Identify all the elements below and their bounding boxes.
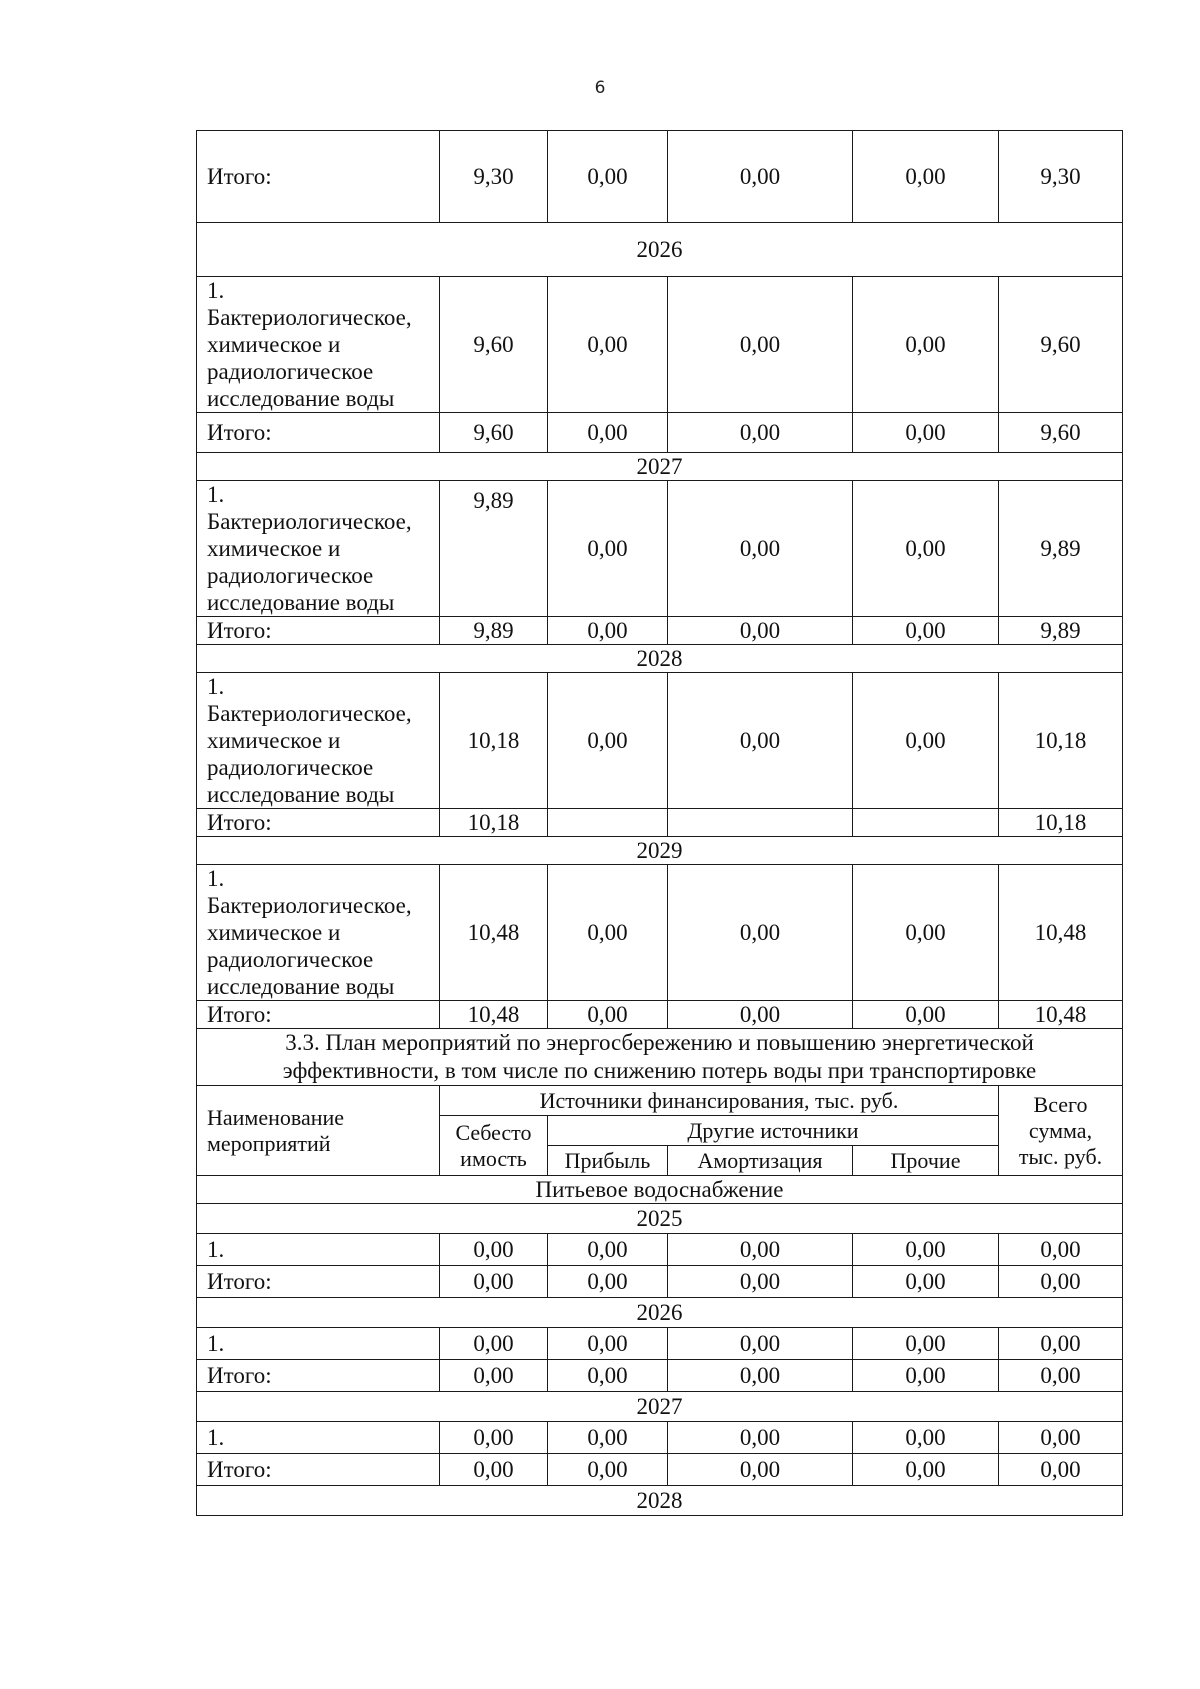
- header-name: [197, 1086, 440, 1176]
- value-cell: 0,00: [440, 1422, 548, 1454]
- item-row: [197, 481, 1123, 617]
- value-cell: 0,00: [440, 1360, 548, 1392]
- item-name-line: исследование воды: [207, 590, 395, 615]
- item-name-line: исследование воды: [207, 782, 395, 807]
- total-label: Итого:: [197, 809, 440, 837]
- value-cell: [853, 809, 999, 837]
- financing-table: [196, 130, 1123, 1516]
- value-cell: 0,00: [548, 131, 668, 223]
- value-cell: 0,00: [548, 865, 668, 1001]
- year-label: 2027: [197, 1392, 1123, 1422]
- header-depreciation: Амортизация: [668, 1146, 853, 1176]
- year-label: 2026: [197, 223, 1123, 277]
- value-cell: 0,00: [668, 865, 853, 1001]
- item-row: [197, 277, 1123, 413]
- year-row: [197, 223, 1123, 277]
- header-name-line: Наименование: [207, 1104, 345, 1130]
- item-name: [197, 481, 440, 617]
- value-cell: 0,00: [548, 1422, 668, 1454]
- section-title-row: [197, 1029, 1123, 1086]
- item-row: [197, 1328, 1123, 1360]
- value-cell: 0,00: [853, 865, 999, 1001]
- year-label: 2028: [197, 645, 1123, 673]
- year-row: [197, 1392, 1123, 1422]
- value-cell: 9,30: [440, 131, 548, 223]
- value-cell: 0,00: [548, 481, 668, 617]
- value-cell: 10,18: [999, 673, 1123, 809]
- item-row: [197, 1422, 1123, 1454]
- header-name-line: мероприятий: [207, 1130, 331, 1156]
- value-cell: 0,00: [668, 277, 853, 413]
- total-label: Итого:: [197, 1266, 440, 1298]
- value-cell: 0,00: [999, 1234, 1123, 1266]
- value-cell: 0,00: [999, 1422, 1123, 1454]
- value-cell: 9,60: [440, 413, 548, 453]
- year-label: 2026: [197, 1298, 1123, 1328]
- value-cell: 10,18: [440, 809, 548, 837]
- value-cell: 0,00: [548, 1360, 668, 1392]
- total-row: [197, 617, 1123, 645]
- item-label: 1.: [197, 1328, 440, 1360]
- value-cell: 0,00: [853, 1360, 999, 1392]
- value-cell: 9,89: [999, 481, 1123, 617]
- total-label: Итого:: [197, 617, 440, 645]
- header-total: [999, 1086, 1123, 1176]
- item-row: [197, 1234, 1123, 1266]
- item-name-line: 1.: [207, 482, 225, 507]
- value-cell: 0,00: [548, 617, 668, 645]
- item-name-line: 1.: [207, 674, 225, 699]
- total-row: [197, 1001, 1123, 1029]
- total-row: [197, 131, 1123, 223]
- item-label: 1.: [197, 1422, 440, 1454]
- item-name-line: Бактериологическое,: [207, 305, 412, 330]
- subsection-label: Питьевое водоснабжение: [197, 1176, 1123, 1204]
- item-name: [197, 673, 440, 809]
- value-cell: 0,00: [440, 1454, 548, 1486]
- value-cell: 0,00: [853, 1234, 999, 1266]
- item-name-line: 1.: [207, 866, 225, 891]
- header-row: [197, 1086, 1123, 1116]
- section-title-line: эффективности, в том числе по снижению потерь воды при транспортировке: [282, 1058, 1037, 1083]
- item-name-line: Бактериологическое,: [207, 509, 412, 534]
- value-cell: 0,00: [668, 1328, 853, 1360]
- item-label: 1.: [197, 1234, 440, 1266]
- item-row: [197, 865, 1123, 1001]
- item-name-line: радиологическое: [207, 563, 374, 588]
- year-label: 2029: [197, 837, 1123, 865]
- value-cell: 9,60: [999, 277, 1123, 413]
- value-cell: 0,00: [999, 1360, 1123, 1392]
- value-cell: 0,00: [548, 277, 668, 413]
- header-total-line: сумма,: [1028, 1117, 1093, 1143]
- total-row: [197, 413, 1123, 453]
- total-row: [197, 809, 1123, 837]
- value-cell: 9,30: [999, 131, 1123, 223]
- total-label: Итого:: [197, 413, 440, 453]
- value-cell: 0,00: [853, 1422, 999, 1454]
- value-cell: 0,00: [668, 1360, 853, 1392]
- value-cell: 0,00: [853, 617, 999, 645]
- value-cell: 0,00: [548, 1001, 668, 1029]
- value-cell: 0,00: [668, 673, 853, 809]
- item-name: [197, 277, 440, 413]
- value-cell: 0,00: [440, 1234, 548, 1266]
- value-cell: 10,48: [440, 865, 548, 1001]
- item-row: [197, 673, 1123, 809]
- value-cell: 0,00: [853, 277, 999, 413]
- section-title-line: 3.3. План мероприятий по энергосбережению и повышению энергетической: [285, 1030, 1034, 1055]
- header-profit: Прибыль: [548, 1146, 668, 1176]
- value-cell: 0,00: [668, 1454, 853, 1486]
- value-cell: 0,00: [999, 1328, 1123, 1360]
- year-label: 2027: [197, 453, 1123, 481]
- value-cell: 10,48: [440, 1001, 548, 1029]
- value-cell: 0,00: [668, 617, 853, 645]
- value-cell: 0,00: [668, 131, 853, 223]
- item-name-line: химическое и: [207, 728, 341, 753]
- value-cell: 0,00: [548, 1328, 668, 1360]
- value-cell: 0,00: [999, 1266, 1123, 1298]
- header-other: Прочие: [853, 1146, 999, 1176]
- value-cell: 0,00: [853, 131, 999, 223]
- value-cell: 0,00: [853, 1001, 999, 1029]
- header-cost-line: имость: [460, 1145, 527, 1171]
- value-cell: 9,89: [440, 481, 548, 617]
- total-label: Итого:: [197, 1360, 440, 1392]
- value-cell: 10,48: [999, 865, 1123, 1001]
- subsection-row: [197, 1176, 1123, 1204]
- year-row: [197, 837, 1123, 865]
- item-name-line: Бактериологическое,: [207, 701, 412, 726]
- value-cell: 0,00: [853, 1266, 999, 1298]
- header-other-sources: Другие источники: [548, 1116, 999, 1146]
- year-row: [197, 1486, 1123, 1516]
- value-cell: 10,18: [999, 809, 1123, 837]
- value-cell: 9,60: [999, 413, 1123, 453]
- value-cell: 0,00: [668, 1422, 853, 1454]
- value-cell: 0,00: [999, 1454, 1123, 1486]
- value-cell: 9,89: [440, 617, 548, 645]
- header-cost-line: Себесто: [455, 1119, 532, 1145]
- header-cost: [440, 1116, 548, 1176]
- header-total-line: тыс. руб.: [1018, 1143, 1103, 1169]
- total-label: Итого:: [197, 1454, 440, 1486]
- item-name-line: химическое и: [207, 536, 341, 561]
- section-title: [197, 1029, 1123, 1086]
- value-cell: [548, 809, 668, 837]
- year-row: [197, 645, 1123, 673]
- total-label: Итого:: [197, 131, 440, 223]
- total-label: Итого:: [197, 1001, 440, 1029]
- value-cell: 0,00: [548, 673, 668, 809]
- value-cell: 0,00: [853, 1454, 999, 1486]
- total-row: [197, 1266, 1123, 1298]
- item-name-line: радиологическое: [207, 755, 374, 780]
- value-cell: 0,00: [548, 1234, 668, 1266]
- value-cell: 0,00: [853, 413, 999, 453]
- value-cell: 9,60: [440, 277, 548, 413]
- total-row: [197, 1360, 1123, 1392]
- item-name-line: исследование воды: [207, 386, 395, 411]
- page-number: 6: [594, 78, 606, 98]
- year-row: [197, 453, 1123, 481]
- value-cell: 9,89: [999, 617, 1123, 645]
- year-label: 2028: [197, 1486, 1123, 1516]
- value-cell: 0,00: [668, 1001, 853, 1029]
- value-cell: 0,00: [853, 1328, 999, 1360]
- value-cell: 10,18: [440, 673, 548, 809]
- value-cell: 0,00: [668, 413, 853, 453]
- year-row: [197, 1298, 1123, 1328]
- header-sources: Источники финансирования, тыс. руб.: [440, 1086, 999, 1116]
- value-cell: 0,00: [548, 1266, 668, 1298]
- value-cell: 0,00: [668, 1234, 853, 1266]
- value-cell: 10,48: [999, 1001, 1123, 1029]
- value-cell: 0,00: [668, 1266, 853, 1298]
- item-name-line: Бактериологическое,: [207, 893, 412, 918]
- item-name-line: химическое и: [207, 332, 341, 357]
- item-name-line: 1.: [207, 278, 225, 303]
- year-row: [197, 1204, 1123, 1234]
- value-cell: 0,00: [440, 1328, 548, 1360]
- item-name-line: исследование воды: [207, 974, 395, 999]
- item-name: [197, 865, 440, 1001]
- value-cell: [668, 809, 853, 837]
- value-cell: 0,00: [548, 1454, 668, 1486]
- value-cell: 0,00: [440, 1266, 548, 1298]
- year-label: 2025: [197, 1204, 1123, 1234]
- value-cell: 0,00: [668, 481, 853, 617]
- value-cell: 0,00: [853, 673, 999, 809]
- header-total-line: Всего: [1033, 1091, 1088, 1117]
- item-name-line: радиологическое: [207, 947, 374, 972]
- item-name-line: радиологическое: [207, 359, 374, 384]
- value-cell: 0,00: [853, 481, 999, 617]
- item-name-line: химическое и: [207, 920, 341, 945]
- total-row: [197, 1454, 1123, 1486]
- value-cell: 0,00: [548, 413, 668, 453]
